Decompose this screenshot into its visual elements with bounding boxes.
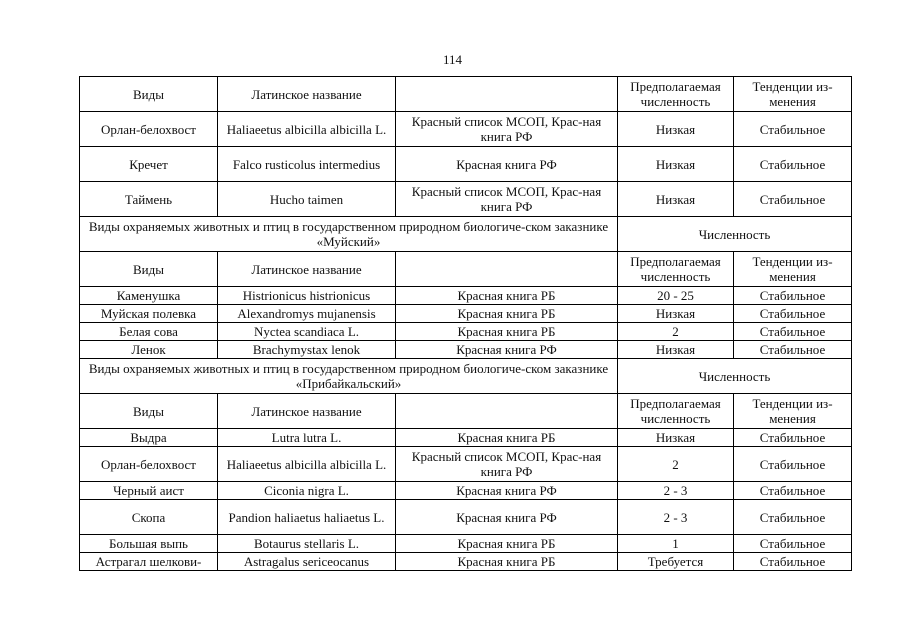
- header-status: [396, 77, 618, 112]
- cell-latin: Pandion haliaetus haliaetus L.: [218, 500, 396, 535]
- table-row: [80, 429, 852, 447]
- header-abundance: Предполагаемая численность: [618, 394, 734, 429]
- section-row-pribaikal: [80, 359, 852, 394]
- cell-latin: Hucho taimen: [218, 182, 396, 217]
- cell-status: Красная книга РБ: [396, 553, 618, 571]
- header-species: Виды: [80, 394, 218, 429]
- header-species: Виды: [80, 252, 218, 287]
- species-table: [79, 76, 852, 571]
- header-abundance: Предполагаемая численность: [618, 77, 734, 112]
- cell-latin: Falco rusticolus intermedius: [218, 147, 396, 182]
- cell-status: Красная книга РБ: [396, 287, 618, 305]
- table-row: [80, 287, 852, 305]
- cell-species: Муйская полевка: [80, 305, 218, 323]
- cell-status: Красная книга РБ: [396, 429, 618, 447]
- header-trend: Тенденции из-менения: [734, 252, 852, 287]
- table-row: [80, 535, 852, 553]
- cell-species: Таймень: [80, 182, 218, 217]
- page-number: 114: [442, 52, 463, 67]
- cell-abundance: 1: [618, 535, 734, 553]
- cell-trend: Стабильное: [734, 482, 852, 500]
- table-header-row: [80, 77, 852, 112]
- cell-trend: Стабильное: [734, 287, 852, 305]
- cell-species: Каменушка: [80, 287, 218, 305]
- table-row: [80, 447, 852, 482]
- cell-abundance: Низкая: [618, 147, 734, 182]
- cell-abundance: Низкая: [618, 182, 734, 217]
- cell-latin: Haliaeetus albicilla albicilla L.: [218, 112, 396, 147]
- cell-trend: Стабильное: [734, 147, 852, 182]
- cell-species: Скопа: [80, 500, 218, 535]
- cell-species: Орлан-белохвост: [80, 447, 218, 482]
- cell-latin: Lutra lutra L.: [218, 429, 396, 447]
- cell-abundance: Низкая: [618, 429, 734, 447]
- cell-status: Красная книга РБ: [396, 305, 618, 323]
- header-abundance: Предполагаемая численность: [618, 252, 734, 287]
- cell-species: Ленок: [80, 341, 218, 359]
- cell-latin: Alexandromys mujanensis: [218, 305, 396, 323]
- cell-latin: Nyctea scandiaca L.: [218, 323, 396, 341]
- cell-species: Орлан-белохвост: [80, 112, 218, 147]
- cell-abundance: 2 - 3: [618, 500, 734, 535]
- table-row: [80, 182, 852, 217]
- cell-status: Красная книга РФ: [396, 482, 618, 500]
- cell-abundance: Низкая: [618, 112, 734, 147]
- cell-species: Черный аист: [80, 482, 218, 500]
- cell-trend: Стабильное: [734, 112, 852, 147]
- header-status: [396, 394, 618, 429]
- cell-latin: Haliaeetus albicilla albicilla L.: [218, 447, 396, 482]
- header-species: Виды: [80, 77, 218, 112]
- cell-status: Красный список МСОП, Крас-ная книга РФ: [396, 112, 618, 147]
- header-trend: Тенденции из-менения: [734, 77, 852, 112]
- cell-abundance: Низкая: [618, 305, 734, 323]
- table-header-row: [80, 394, 852, 429]
- cell-trend: Стабильное: [734, 447, 852, 482]
- cell-abundance: 20 - 25: [618, 287, 734, 305]
- header-status: [396, 252, 618, 287]
- cell-abundance: Требуется: [618, 553, 734, 571]
- cell-latin: Histrionicus histrionicus: [218, 287, 396, 305]
- cell-species: Выдра: [80, 429, 218, 447]
- cell-status: Красная книга РБ: [396, 535, 618, 553]
- cell-latin: Brachymystax lenok: [218, 341, 396, 359]
- section-abundance-muya: Численность: [618, 217, 852, 252]
- cell-status: Красный список МСОП, Крас-ная книга РФ: [396, 447, 618, 482]
- cell-species: Астрагал шелкови-: [80, 553, 218, 571]
- header-trend: Тенденции из-менения: [734, 394, 852, 429]
- cell-species: Кречет: [80, 147, 218, 182]
- cell-status: Красная книга РФ: [396, 341, 618, 359]
- cell-status: Красная книга РФ: [396, 147, 618, 182]
- section-abundance-pribaikal: Численность: [618, 359, 852, 394]
- table-row: [80, 553, 852, 571]
- cell-abundance: 2 - 3: [618, 482, 734, 500]
- cell-abundance: Низкая: [618, 341, 734, 359]
- cell-trend: Стабильное: [734, 305, 852, 323]
- cell-latin: Astragalus sericeocanus: [218, 553, 396, 571]
- header-latin: Латинское название: [218, 77, 396, 112]
- section-title-muya: Виды охраняемых животных и птиц в государственном природном биологиче-ском заказнике «Муйский»: [80, 217, 618, 252]
- cell-trend: Стабильное: [734, 500, 852, 535]
- cell-status: Красная книга РФ: [396, 500, 618, 535]
- table-row: [80, 305, 852, 323]
- cell-latin: Botaurus stellaris L.: [218, 535, 396, 553]
- section-row-muya: [80, 217, 852, 252]
- cell-species: Большая выпь: [80, 535, 218, 553]
- table-header-row: [80, 252, 852, 287]
- cell-status: Красная книга РБ: [396, 323, 618, 341]
- table-row: [80, 341, 852, 359]
- cell-trend: Стабильное: [734, 429, 852, 447]
- header-latin: Латинское название: [218, 252, 396, 287]
- cell-trend: Стабильное: [734, 553, 852, 571]
- table-row: [80, 147, 852, 182]
- cell-trend: Стабильное: [734, 182, 852, 217]
- cell-trend: Стабильное: [734, 535, 852, 553]
- cell-trend: Стабильное: [734, 323, 852, 341]
- section-title-pribaikal: Виды охраняемых животных и птиц в государственном природном биологиче-ском заказнике «Прибайкальский»: [80, 359, 618, 394]
- cell-latin: Ciconia nigra L.: [218, 482, 396, 500]
- table-row: [80, 500, 852, 535]
- table-row: [80, 323, 852, 341]
- table-row: [80, 482, 852, 500]
- cell-trend: Стабильное: [734, 341, 852, 359]
- cell-abundance: 2: [618, 447, 734, 482]
- cell-abundance: 2: [618, 323, 734, 341]
- table-row: [80, 112, 852, 147]
- cell-status: Красный список МСОП, Крас-ная книга РФ: [396, 182, 618, 217]
- header-latin: Латинское название: [218, 394, 396, 429]
- cell-species: Белая сова: [80, 323, 218, 341]
